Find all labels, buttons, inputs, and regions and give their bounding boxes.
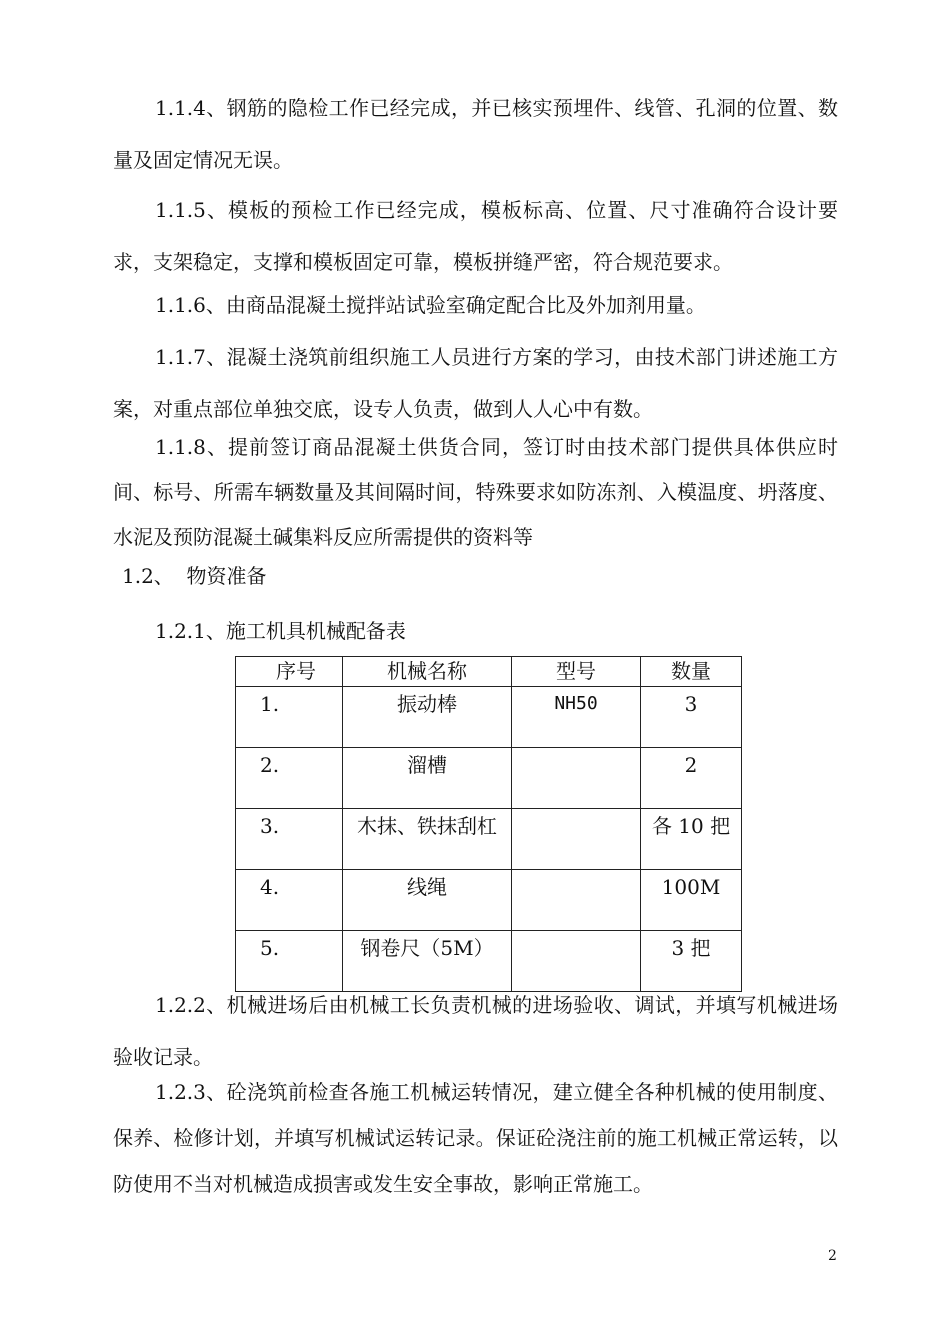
equipment-table: [235, 656, 742, 992]
cell-quantity: 各 10 把: [641, 809, 742, 870]
cell-index: 3.: [236, 809, 343, 870]
cell-quantity: 100M: [641, 870, 742, 931]
table-row: [236, 748, 742, 809]
cell-index: 2.: [236, 748, 343, 809]
paragraph-1-1-6: 1.1.6、由商品混凝土搅拌站试验室确定配合比及外加剂用量。: [155, 293, 706, 317]
header-cell-quantity: 数量: [641, 657, 742, 687]
cell-quantity: 3: [641, 687, 742, 748]
paragraph-1-1-5: 1.1.5、模板的预检工作已经完成，模板标高、位置、尺寸准确符合设计要求，支架稳定，支撑和模板固定可靠，模板拼缝严密，符合规范要求。: [113, 198, 838, 274]
cell-name: 木抹、铁抹刮杠: [343, 809, 512, 870]
paragraph-1-1-7: 1.1.7、混凝土浇筑前组织施工人员进行方案的学习，由技术部门讲述施工方案，对重点部位单独交底，设专人负责，做到人人心中有数。: [113, 345, 838, 421]
header-cell-name: 机械名称: [343, 657, 512, 687]
cell-quantity: 2: [641, 748, 742, 809]
page-number: 2: [828, 1248, 837, 1264]
cell-name: 溜槽: [343, 748, 512, 809]
header-cell-index: 序号: [236, 657, 343, 687]
cell-quantity: 3 把: [641, 931, 742, 992]
paragraph-1-2-3: 1.2.3、砼浇筑前检查各施工机械运转情况，建立健全各种机械的使用制度、保养、检修计划，并填写机械试运转记录。保证砼浇注前的施工机械正常运转，以防使用不当对机械造成损害或发生安全事故，影响正常施工。: [113, 1080, 838, 1196]
paragraph-1-1-8: 1.1.8、提前签订商品混凝土供货合同，签订时由技术部门提供具体供应时间、标号、所需车辆数量及其间隔时间，特殊要求如防冻剂、入模温度、坍落度、水泥及预防混凝土碱集料反应所需提供的资料等: [113, 435, 838, 549]
cell-index: 1.: [236, 687, 343, 748]
cell-model: NH50: [512, 687, 641, 748]
table-row: [236, 870, 742, 931]
header-cell-model: 型号: [512, 657, 641, 687]
table-row: [236, 809, 742, 870]
cell-name: 线绳: [343, 870, 512, 931]
table-title: 1.2.1、施工机具机械配备表: [155, 619, 406, 643]
cell-model: [512, 870, 641, 931]
section-heading: 1.2、 物资准备: [122, 564, 267, 588]
cell-name: 钢卷尺（5M）: [343, 931, 512, 992]
table-row: [236, 687, 742, 748]
paragraph-1-2-2: 1.2.2、机械进场后由机械工长负责机械的进场验收、调试，并填写机械进场验收记录。: [113, 993, 838, 1069]
cell-model: [512, 748, 641, 809]
cell-index: 5.: [236, 931, 343, 992]
cell-name: 振动棒: [343, 687, 512, 748]
paragraph-1-1-4: 1.1.4、钢筋的隐检工作已经完成，并已核实预埋件、线管、孔洞的位置、数量及固定情况无误。: [113, 96, 838, 172]
cell-model: [512, 809, 641, 870]
cell-index: 4.: [236, 870, 343, 931]
table-header-row: [236, 657, 742, 687]
